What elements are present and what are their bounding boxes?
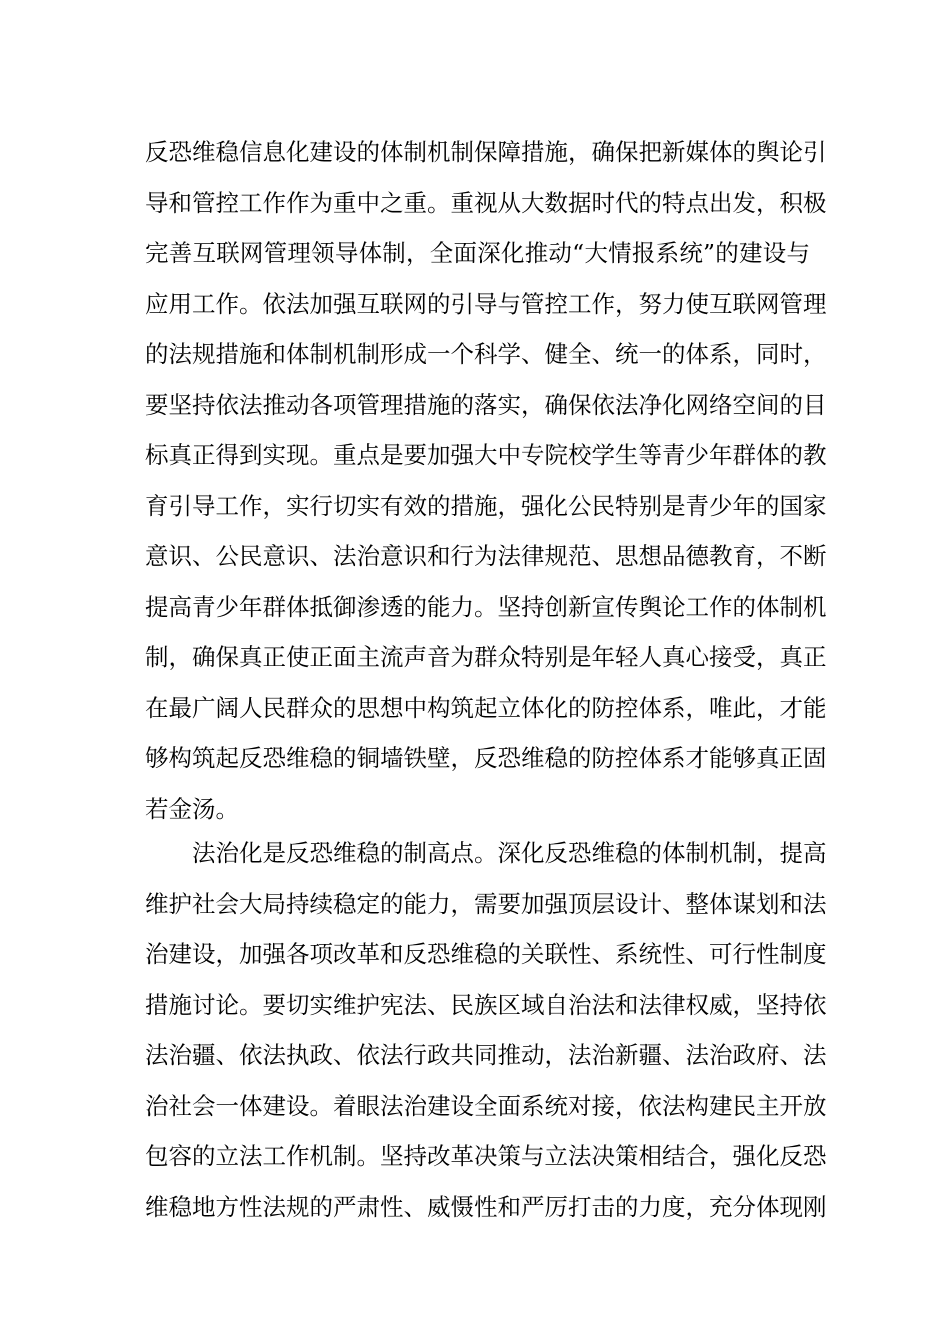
text-line: 法治疆、依法执政、依法行政共同推动，法治新疆、法治政府、法	[145, 1041, 827, 1069]
text-line: 要坚持依法推动各项管理措施的落实，确保依法净化网络空间的目	[145, 390, 827, 419]
text-line: 治建设，加强各项改革和反恐维稳的关联性、系统性、可行性制度	[145, 940, 827, 968]
text-line: 的法规措施和体制机制形成一个科学、健全、统一的体系，同时，	[145, 340, 827, 368]
text-line: 制，确保真正使正面主流声音为群众特别是年轻人真心接受，真正	[145, 643, 827, 671]
text-line-indented: 法治化是反恐维稳的制高点。深化反恐维稳的体制机制，提高	[192, 839, 827, 867]
text-line: 在最广阔人民群众的思想中构筑起立体化的防控体系，唯此，才能	[145, 693, 827, 722]
text-line: 够构筑起反恐维稳的铜墙铁壁，反恐维稳的防控体系才能够真正固	[145, 744, 827, 772]
text-line: 包容的立法工作机制。坚持改革决策与立法决策相结合，强化反恐	[145, 1142, 827, 1170]
text-line-last: 若金汤。	[145, 794, 239, 823]
text-line: 完善互联网管理领导体制，全面深化推动“大情报系统”的建设与	[145, 239, 810, 267]
text-line: 育引导工作，实行切实有效的措施，强化公民特别是青少年的国家	[145, 491, 827, 520]
text-line: 标真正得到实现。重点是要加强大中专院校学生等青少年群体的教	[145, 441, 827, 469]
paragraph-2	[145, 828, 827, 1232]
text-line: 应用工作。依法加强互联网的引导与管控工作，努力使互联网管理	[145, 289, 827, 318]
text-line: 导和管控工作作为重中之重。重视从大数据时代的特点出发，积极	[145, 188, 827, 217]
text-line: 措施讨论。要切实维护宪法、民族区域自治法和法律权威，坚持依	[145, 990, 827, 1019]
text-line: 维护社会大局持续稳定的能力，需要加强顶层设计、整体谋划和法	[145, 889, 827, 918]
text-line: 意识、公民意识、法治意识和行为法律规范、思想品德教育，不断	[145, 542, 827, 570]
text-line: 维稳地方性法规的严肃性、威慑性和严厉打击的力度，充分体现刚	[145, 1192, 827, 1221]
text-line: 提高青少年群体抵御渗透的能力。坚持创新宣传舆论工作的体制机	[145, 592, 827, 621]
text-line: 治社会一体建设。着眼法治建设全面系统对接，依法构建民主开放	[145, 1091, 827, 1120]
text-line: 反恐维稳信息化建设的体制机制保障措施，确保把新媒体的舆论引	[145, 138, 827, 166]
paragraph-1	[145, 127, 827, 834]
